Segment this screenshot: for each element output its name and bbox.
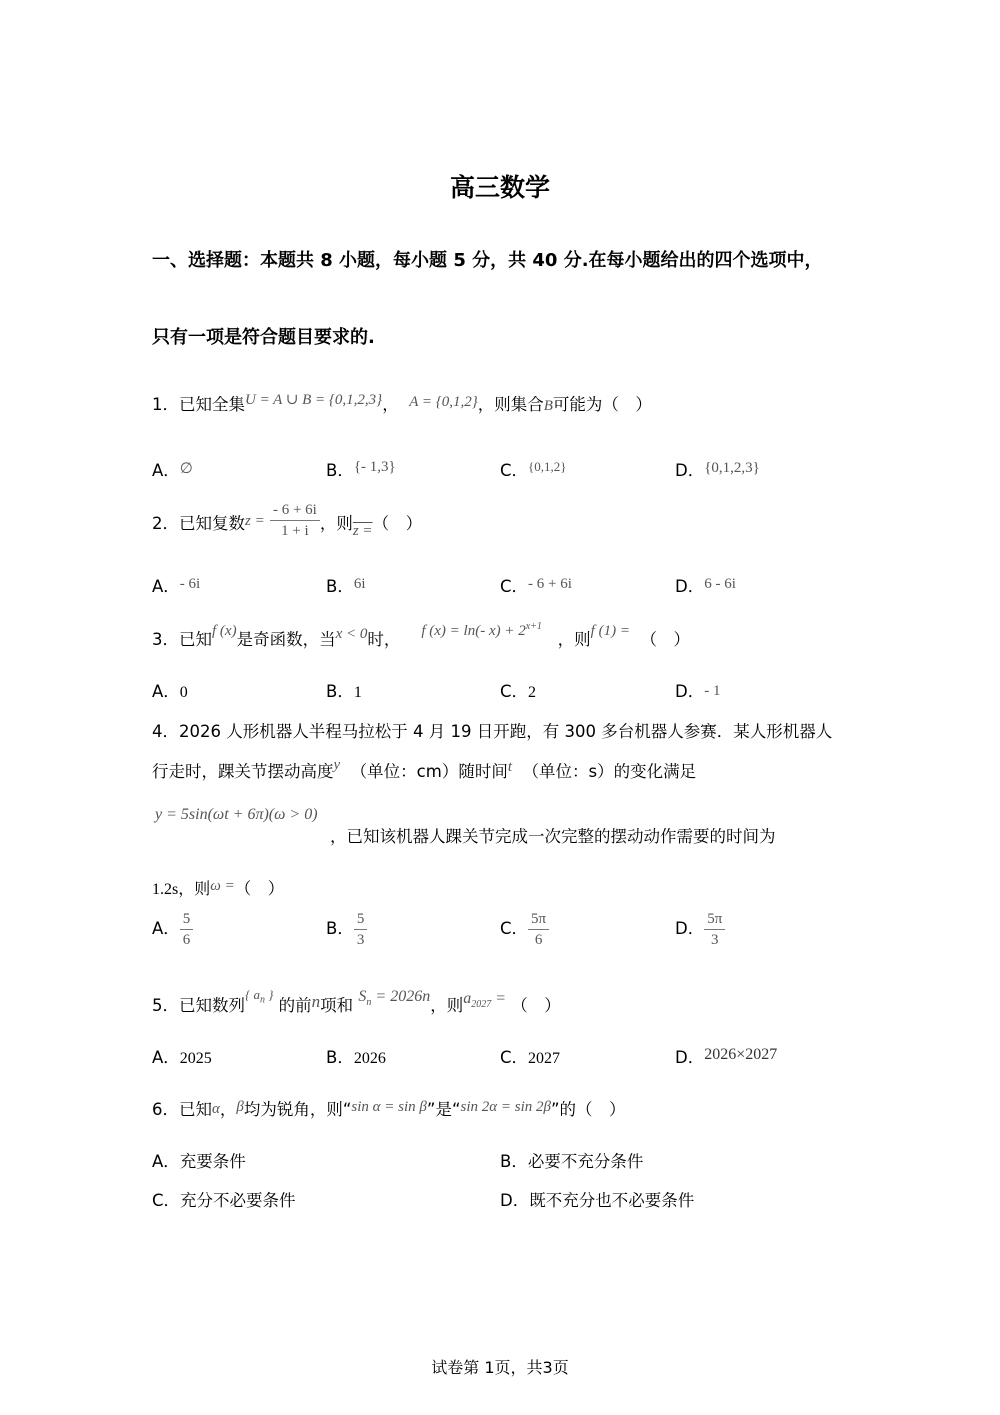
q5-sum-sub: n [366,997,372,1009]
question-4-line1: 4．2026 人形机器人半程马拉松于 4 月 19 日开跑，有 300 多台机器人参赛．某人形机器人 [152,722,833,741]
option-value: 2027 [528,1050,561,1067]
q5-option-b[interactable] [326,1044,386,1068]
q5-text3: ，则 [430,996,464,1015]
q6-prefix: 6．已知 [152,1100,212,1119]
question-4-line2 [152,758,696,782]
option-fraction [354,910,368,949]
q6-text1: 均为锐角，则“ [243,1100,352,1119]
option-label: D． [675,461,705,480]
q3-definition [421,623,542,639]
q1-mid: ，则集合 [477,395,544,414]
q2-numerator: - 6 + 6i [270,501,320,521]
option-label: C． [500,682,529,701]
q6-separator: ， [219,1100,237,1119]
option-value: 6 - 6i [704,576,736,592]
q6-beta: β [236,1099,244,1115]
q3-text1: 是奇函数，当 [236,630,336,649]
q6-option-a[interactable] [152,1148,246,1172]
q6-text3: ”的（ ） [551,1100,626,1119]
q6-option-d[interactable] [500,1187,694,1211]
q5-sum-symbol: S [358,988,367,1005]
option-value: 2026×2027 [704,1046,778,1063]
option-label: B． [326,919,354,938]
question-6 [152,1096,626,1120]
q3-def-body: f (x) = ln(- x) + 2 [421,623,526,639]
option-label: D． [675,919,705,938]
option-label: A． [152,682,180,701]
q4-option-c[interactable] [500,910,549,949]
option-label: A． [152,461,180,480]
question-4-line3: ，已知该机器人踝关节完成一次完整的摆动动作需要的时间为 [330,827,776,846]
option-label: D． [675,682,705,701]
q6-text2: ”是“ [426,1100,461,1119]
fraction-denominator: 6 [534,932,543,948]
q4-text-a: 行走时，踝关节摆动高度 [152,762,334,781]
question-4-line4 [152,875,284,899]
option-value: 既不充分也不必要条件 [529,1191,695,1210]
option-label: B． [326,577,354,596]
question-2 [152,502,423,544]
page-title: 高三数学 [449,173,550,202]
option-value: 充要条件 [179,1152,246,1171]
q4-option-a[interactable] [152,910,193,949]
q6-option-b[interactable] [500,1148,643,1172]
fraction-denominator: 3 [356,932,365,948]
q1-expr-union: U = A ∪ B = {0,1,2,3} [245,392,383,408]
q4-option-b[interactable] [326,910,367,949]
option-label: C． [500,1048,529,1067]
q5-seq-close: } [264,987,274,1002]
q5-sum-rhs: = 2026n [371,988,431,1005]
q2-zbar: z = [352,523,373,539]
q4-text-b: （单位：cm）随时间 [350,762,508,781]
q1-option-d[interactable] [675,457,760,481]
option-value: 必要不充分条件 [527,1152,644,1171]
option-label: A． [152,1152,180,1171]
q6-condition2: sin 2α = sin 2β [460,1099,551,1115]
option-fraction [704,910,725,949]
q1-expr-set-a: A = {0,1,2} [409,394,478,410]
q3-text3: ，则 [557,630,591,649]
q4-formula: y = 5sin(ωt + 6π)(ω > 0) [155,806,318,823]
option-value: {- 1,3} [353,459,396,475]
q4-option-d[interactable] [675,910,725,949]
q1-separator: ， [382,395,399,414]
option-value: 6i [353,576,366,592]
q5-seq-sub: n [259,994,265,1006]
q5-term-sub: 2027 [471,999,492,1011]
fraction-denominator: 6 [182,932,191,948]
q6-condition1: sin α = sin β [351,1099,427,1115]
q5-term-eq: = [491,990,506,1007]
q5-seq-open: { a [245,987,260,1002]
option-label: B． [500,1152,528,1171]
option-label: C． [500,919,529,938]
q3-suffix: （ ） [640,630,690,649]
option-value: 2 [528,684,537,701]
q6-alpha: α [212,1101,220,1117]
option-value: 1 [353,684,362,701]
q4-var-y: y [333,757,341,773]
q2-suffix: （ ） [372,514,423,533]
option-value: - 6 + 6i [528,576,572,592]
q6-option-c[interactable] [152,1187,296,1211]
option-label: C． [500,577,529,596]
option-label: A． [152,1048,180,1067]
page-footer: 试卷第 1页，共3页 [431,1358,569,1377]
q2-var-z: z = [245,513,265,529]
option-fraction [180,910,194,949]
q5-option-a[interactable] [152,1044,212,1068]
option-value: ∅ [179,461,193,477]
q3-option-a[interactable] [152,678,188,702]
q1-suffix: 可能为（ ） [552,395,652,414]
q1-var-b: B [543,398,553,414]
q3-prefix: 3．已知 [152,630,212,649]
q5-prefix: 5．已知数列 [152,996,245,1015]
question-1 [152,391,652,415]
q5-text2: 项和 [320,996,354,1015]
q5-term-symbol: a [463,990,472,1007]
q4-suffix: （ ） [234,879,285,898]
question-5 [152,987,561,1018]
q2-fraction [270,501,320,540]
q3-text2: 时， [367,630,401,649]
fraction-numerator: 5π [704,910,725,930]
q2-mid: ，则 [319,514,353,533]
fraction-numerator: 5 [354,910,368,930]
option-value: 充分不必要条件 [180,1191,296,1210]
option-value: 0 [179,684,188,701]
q5-suffix: （ ） [511,996,561,1015]
q2-prefix: 2．已知复数 [152,514,245,533]
fraction-denominator: 3 [711,932,719,948]
option-value: - 1 [704,683,721,699]
q5-text1: 的前 [278,996,312,1015]
option-value: {0,1,2} [528,459,567,474]
q3-fx: f (x) [212,623,237,639]
fraction-numerator: 5π [528,910,549,930]
q2-denominator: 1 + i [281,523,309,539]
q5-option-d[interactable] [675,1044,777,1068]
q3-option-b[interactable] [326,678,362,702]
q1-option-a[interactable] [152,457,193,481]
option-label: D． [675,1048,705,1067]
q3-condition: x < 0 [335,626,368,642]
q1-option-c[interactable] [500,457,567,481]
option-value: {0,1,2,3} [704,460,760,476]
q4-text-c: （单位：s）的变化满足 [522,762,697,781]
option-label: B． [326,461,354,480]
q3-exponent: x+1 [525,621,542,632]
section-header-line2: 只有一项是符合题目要求的. [152,327,375,348]
q3-f1: f (1) = [590,623,630,639]
option-label: C． [152,1191,181,1210]
q2-option-d[interactable] [675,573,736,597]
q2-option-b[interactable] [326,573,366,597]
option-value: 2025 [179,1050,212,1067]
q5-sum [358,988,431,1009]
option-value: - 6i [179,576,201,592]
option-label: A． [152,919,180,938]
section-header-line1: 一、选择题：本题共 8 小题，每小题 5 分，共 40 分.在每小题给出的四个选项中， [152,250,823,271]
q1-prefix: 1．已知全集 [152,395,245,414]
fraction-numerator: 5 [180,910,194,930]
q4-var-t: t [507,759,512,775]
option-label: D． [675,577,705,596]
question-3 [152,621,690,650]
q4-omega: ω = [210,878,235,894]
q5-var-n: n [311,992,321,1011]
option-label: B． [326,1048,354,1067]
option-label: B． [326,682,354,701]
option-label: A． [152,577,180,596]
q1-option-b[interactable] [326,457,396,481]
option-label: C． [500,461,529,480]
q3-option-c[interactable] [500,678,536,702]
option-fraction [528,910,549,949]
option-label: D． [500,1191,530,1210]
q5-term [463,990,506,1011]
q5-option-c[interactable] [500,1044,560,1068]
q2-option-c[interactable] [500,573,572,597]
q5-sequence [245,987,274,1006]
q3-option-d[interactable] [675,678,720,702]
q4-text-d: 1.2s，则 [152,881,211,898]
q2-option-a[interactable] [152,573,200,597]
option-value: 2026 [353,1050,386,1067]
